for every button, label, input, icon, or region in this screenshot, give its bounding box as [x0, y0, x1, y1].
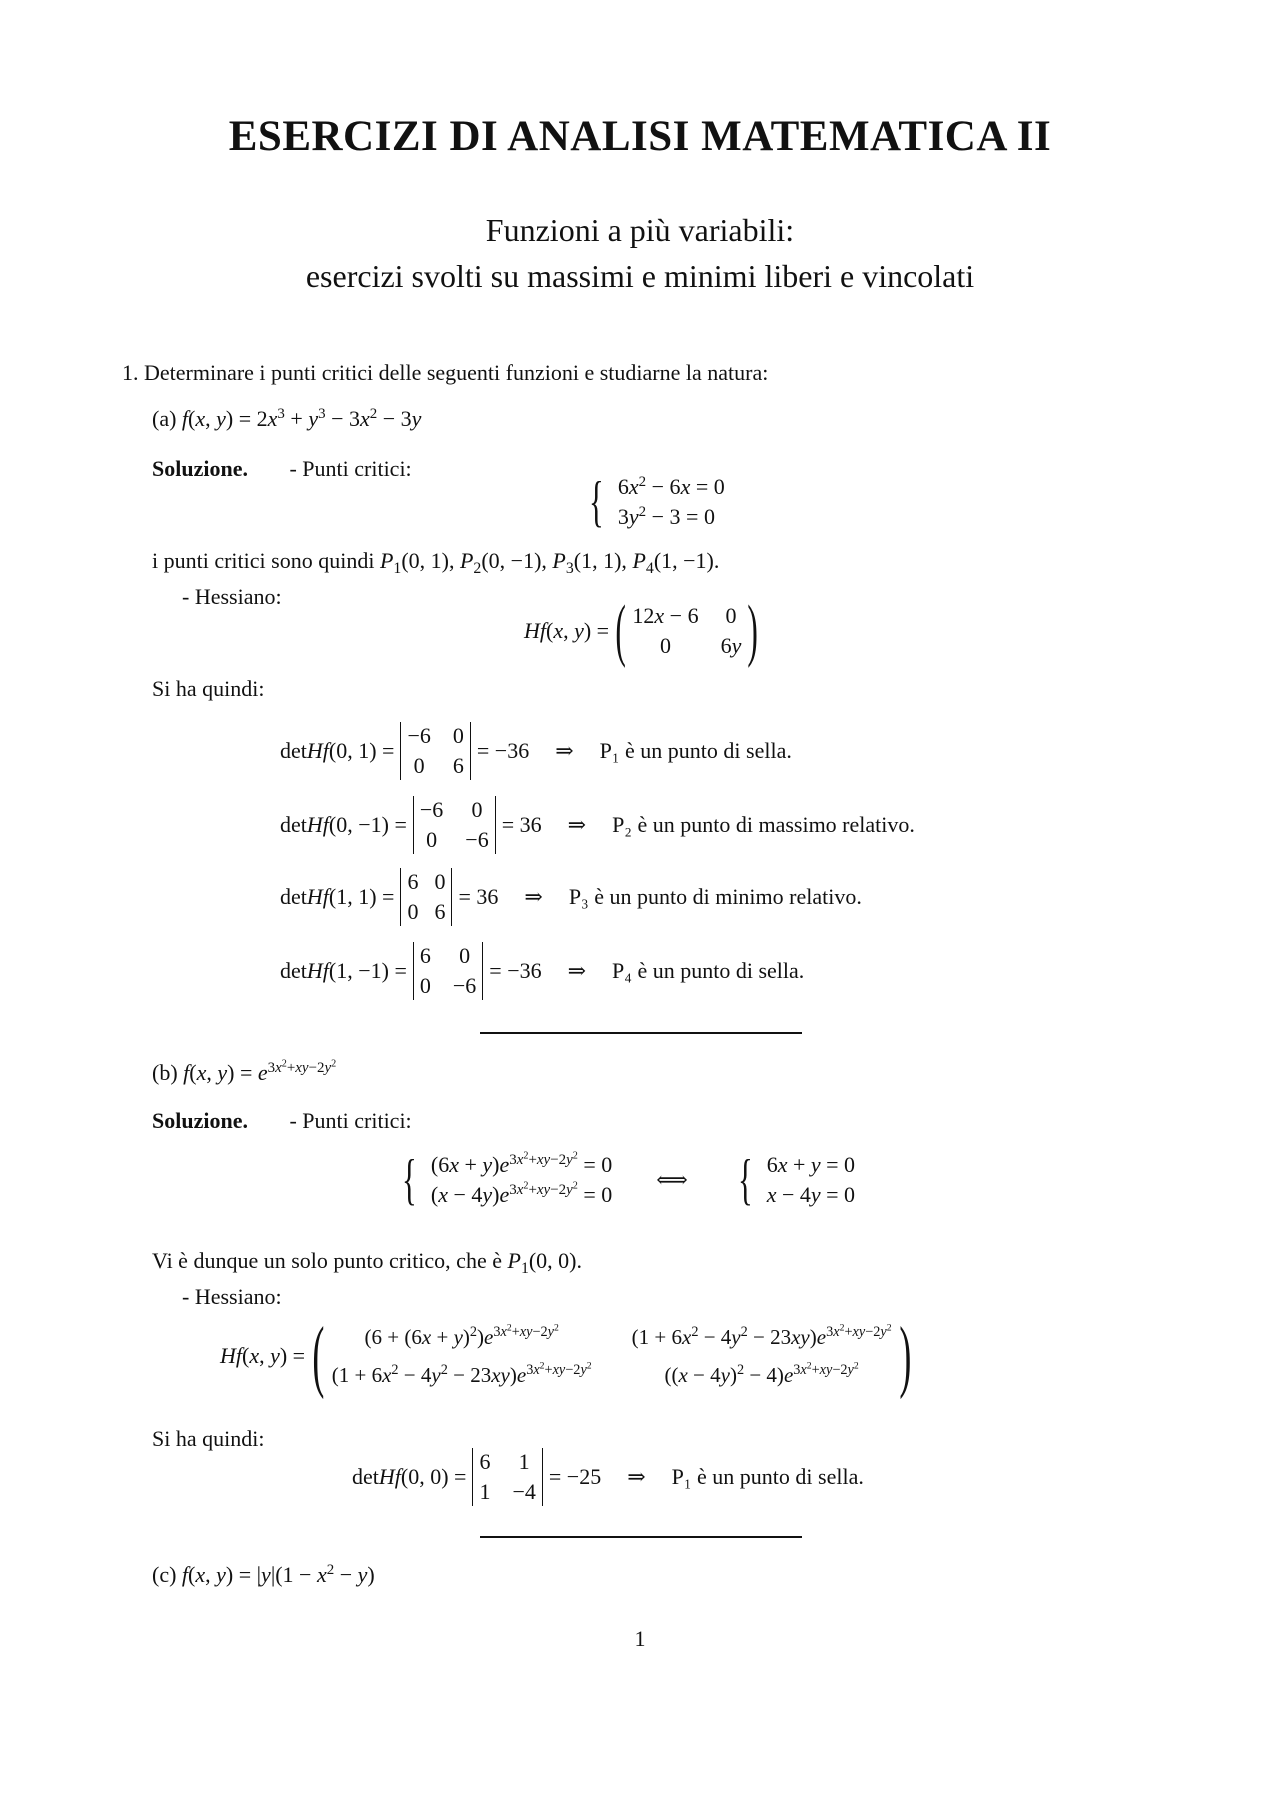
separator-rule — [480, 1032, 802, 1034]
iff-icon: ⟺ — [656, 1167, 688, 1192]
part-b-solution-line: Soluzione. - Punti critici: — [152, 1108, 412, 1133]
det-row-p4: detHf(1, −1) = 6 0 0 −6 = −36 ⇒ P₄ è un punto di sella. — [280, 943, 805, 998]
part-c-function: (c) f(x, $y) = |y|(1 - x^2 - y)$ — [152, 1561, 375, 1587]
part-a-formula: f(x, $y) = 2x^3 + y^3 - 3x^2 - 3y$ — [181, 405, 422, 431]
part-b-hessian-label: - Hessiano: — [182, 1284, 282, 1309]
critical-points-label: - Punti critici: — [289, 456, 412, 481]
brace-icon: { — [402, 1149, 417, 1211]
part-a-critical-points: i punti critici sono quindi $P_1(0$, 1), $P_2(0$, −1), $P_3(1$, 1), $P_4(1$, −1). — [152, 548, 720, 577]
part-b-then: Si ha quindi: — [152, 1426, 265, 1451]
part-b-hessian-matrix: Hf(x, y) = ( $(6 + (6x + y)^2)e^{3x^2+xy-2y^2}$ $(1 + 6x^2 - 4y^2 - 23xy)e^{3x^2+xy-2y^2}$ $(1 + 6x^2 - 4y^2 - 23xy)e^{3x^2+xy-2y^2}$ $((x - 4y)^2 - 4)e^{3x^2+xy-2y^2}$ ) — [220, 1312, 911, 1400]
brace-icon: { — [737, 1149, 753, 1211]
part-a-system: { $6x^2 - 6x = 0$ $3y^2 - 3 = 0$ — [589, 471, 725, 533]
det-row-p3: detHf(1, 1) = 6 0 0 6 = 36 ⇒ P₃ è un punto di minimo relativo. — [280, 869, 862, 924]
part-c-label: (c) — [152, 1562, 177, 1587]
subtitle-line-2: esercizi svolti su massimi e minimi liberi e vincolati — [305, 258, 975, 294]
part-b-label: (b) — [152, 1060, 178, 1085]
page-number: 1 — [634, 1626, 646, 1651]
part-b-unique-point: Vi è dunque un solo punto critico, che è $P_1(0$, 0). — [152, 1248, 583, 1277]
exercise-number: 1. — [122, 360, 139, 385]
det-row-p1: detHf(0, 1) = −6 0 0 6 = −36 ⇒ P₁ è un punto di sella. — [280, 723, 792, 778]
exercise-prompt — [122, 360, 768, 386]
solution-label: Soluzione. — [152, 456, 248, 481]
part-b-system: { $(6x + y)e^{3x^2+xy-2y^2} = 0$ $(x - 4y)e^{3x^2+xy-2y^2} = 0$ ⟺ { 6x + y = 0 x − 4y = 0 — [402, 1149, 856, 1211]
part-b-function: (b) f(x, $y) = e^{3x^2+xy-2y^2}$ — [152, 1058, 337, 1085]
exercise-text: Determinare i punti critici delle seguenti funzioni e studiarne la natura: — [144, 360, 769, 385]
det-row-b: detHf(0, 0) = 6 1 1 −4 = −25 ⇒ P₁ è un punto di sella. — [352, 1449, 864, 1504]
det-row-p2: detHf(0, −1) = −6 0 0 −6 = 36 ⇒ P₂ è un punto di massimo relativo. — [280, 797, 915, 852]
part-a-solution-line — [152, 456, 412, 482]
part-a-hessian-matrix: Hf(x, y) = ( 12x − 6 0 0 6y ) — [524, 592, 759, 669]
brace-icon: { — [589, 471, 604, 533]
part-a-label: (a) — [152, 406, 177, 431]
part-a-then: Si ha quindi: — [152, 676, 265, 701]
part-a-hessian-label: - Hessiano: — [182, 584, 282, 609]
subtitle-line-1: Funzioni a più variabili: — [485, 212, 795, 248]
document-title: ESERCIZI DI ANALISI MATEMATICA II — [228, 113, 1052, 160]
part-a-function — [152, 406, 421, 432]
separator-rule — [480, 1536, 802, 1538]
